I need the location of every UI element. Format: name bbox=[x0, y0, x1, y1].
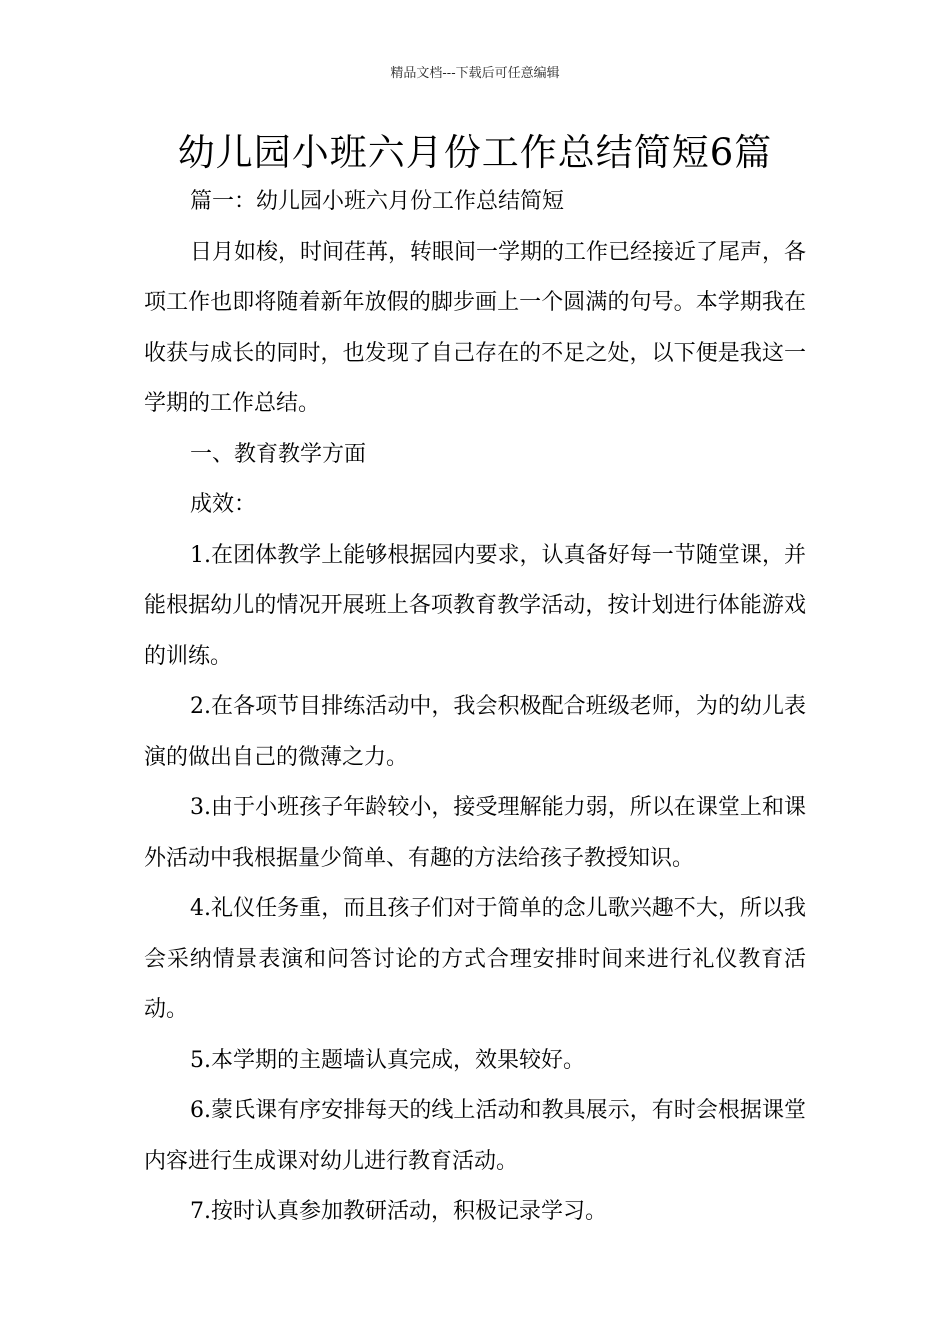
list-item: 1.在团体教学上能够根据园内要求，认真备好每一节随堂课，并能根据幼儿的情况开展班上各项教育教学活动，按计划进行体能游戏的训练。 bbox=[144, 542, 806, 669]
document-body bbox=[144, 177, 806, 1238]
list-item: 5.本学期的主题墙认真完成，效果较好。 bbox=[190, 1047, 585, 1073]
document-title: 幼儿园小班六月份工作总结简短6篇 bbox=[177, 131, 773, 174]
subheading-results: 成效： bbox=[190, 492, 257, 517]
header-note: 精品文档---下载后可任意编辑 bbox=[390, 66, 560, 81]
intro-paragraph: 日月如梭，时间荏苒，转眼间一学期的工作已经接近了尾声，各项工作也即将随着新年放假的脚步画上一个圆满的句号。本学期我在收获与成长的同时，也发现了自己存在的不足之处，以下便是我这一学期的工作总结。 bbox=[144, 239, 807, 416]
section-heading: 一、教育教学方面 bbox=[190, 441, 367, 467]
list-item: 4.礼仪任务重，而且孩子们对于简单的念儿歌兴趣不大，所以我会采纳情景表演和问答讨论的方式合理安排时间来进行礼仪教育活动。 bbox=[144, 896, 806, 1022]
section-subtitle: 篇一：幼儿园小班六月份工作总结简短 bbox=[190, 189, 565, 214]
list-item: 7.按时认真参加教研活动，积极记录学习。 bbox=[190, 1199, 607, 1224]
list-item: 6.蒙氏课有序安排每天的线上活动和教具展示，有时会根据课堂内容进行生成课对幼儿进行教育活动。 bbox=[144, 1098, 806, 1174]
list-item: 2.在各项节目排练活动中，我会积极配合班级老师，为的幼儿表演的做出自己的微薄之力。 bbox=[144, 694, 806, 770]
list-item: 3.由于小班孩子年龄较小，接受理解能力弱，所以在课堂上和课外活动中我根据量少简单、有趣的方法给孩子教授知识。 bbox=[144, 795, 806, 871]
